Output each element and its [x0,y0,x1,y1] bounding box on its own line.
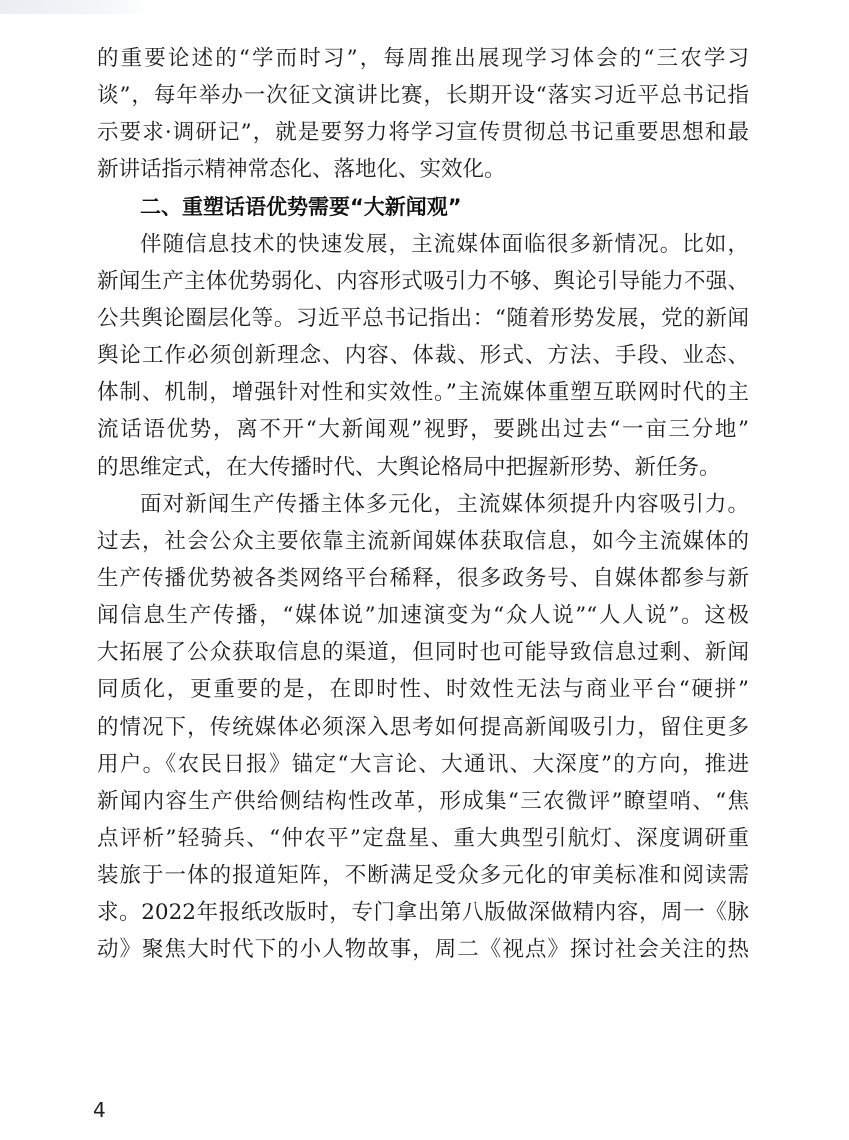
text-line: 求。2022年报纸改版时，专门拿出第八版做深做精内容，周一《脉 [97,900,749,926]
text-line: 闻信息生产传播，“媒体说”加速演变为“众人说”“人人说”。这极 [97,603,749,629]
text-line: 同质化，更重要的是，在即时性、时效性无法与商业平台“硬拼” [97,677,749,703]
text-line: 示要求·调研记”，就是要努力将学习宣传贯彻总书记重要思想和最 [97,120,749,146]
text-line: 伴随信息技术的快速发展，主流媒体面临很多新情况。比如， [140,231,749,257]
text-line: 的情况下，传统媒体必须深入思考如何提高新闻吸引力，留住更多 [97,714,749,740]
text-line: 动》聚焦大时代下的小人物故事，周二《视点》探讨社会关注的热 [97,937,749,963]
text-line: 点评析”轻骑兵、“仲农平”定盘星、重大典型引航灯、深度调研重 [97,825,749,851]
text-line: 新闻内容生产供给侧结构性改革，形成集“三农微评”瞭望哨、“焦 [97,788,749,814]
text-line: 舆论工作必须创新理念、内容、体裁、形式、方法、手段、业态、 [97,343,749,369]
text-line: 公共舆论圈层化等。习近平总书记指出：“随着形势发展，党的新闻 [97,305,749,331]
text-line: 的重要论述的“学而时习”，每周推出展现学习体会的“三农学习 [97,46,749,71]
text-line: 面对新闻生产传播主体多元化，主流媒体须提升内容吸引力。 [140,491,749,517]
text-line: 新讲话指示精神常态化、落地化、实效化。 [97,157,506,183]
text-line: 用户。《农民日报》锚定“大言论、大通讯、大深度”的方向，推进 [97,751,749,777]
text-line: 的思维定式，在大传播时代、大舆论格局中把握新形势、新任务。 [97,454,721,480]
section-heading: 二、重塑话语优势需要“大新闻观” [140,194,462,219]
text-line: 过去，社会公众主要依靠主流新闻媒体获取信息，如今主流媒体的 [97,528,749,554]
top-left-watermark [0,0,150,14]
text-line: 体制、机制，增强针对性和实效性。”主流媒体重塑互联网时代的主 [97,380,749,406]
text-line: 大拓展了公众获取信息的渠道，但同时也可能导致信息过剩、新闻 [97,640,749,666]
text-line: 流话语优势，离不开“大新闻观”视野，要跳出过去“一亩三分地” [97,417,749,443]
text-line: 谈”，每年举办一次征文演讲比赛，长期开设“落实习近平总书记指 [97,83,749,109]
text-line: 装旅于一体的报道矩阵，不断满足受众多元化的审美标准和阅读需 [97,863,749,889]
document-body [97,40,749,969]
text-line: 新闻生产主体优势弱化、内容形式吸引力不够、舆论引导能力不强、 [97,268,749,294]
text-line: 生产传播优势被各类网络平台稀释，很多政务号、自媒体都参与新 [97,565,749,591]
page-number: 4 [93,1098,106,1122]
